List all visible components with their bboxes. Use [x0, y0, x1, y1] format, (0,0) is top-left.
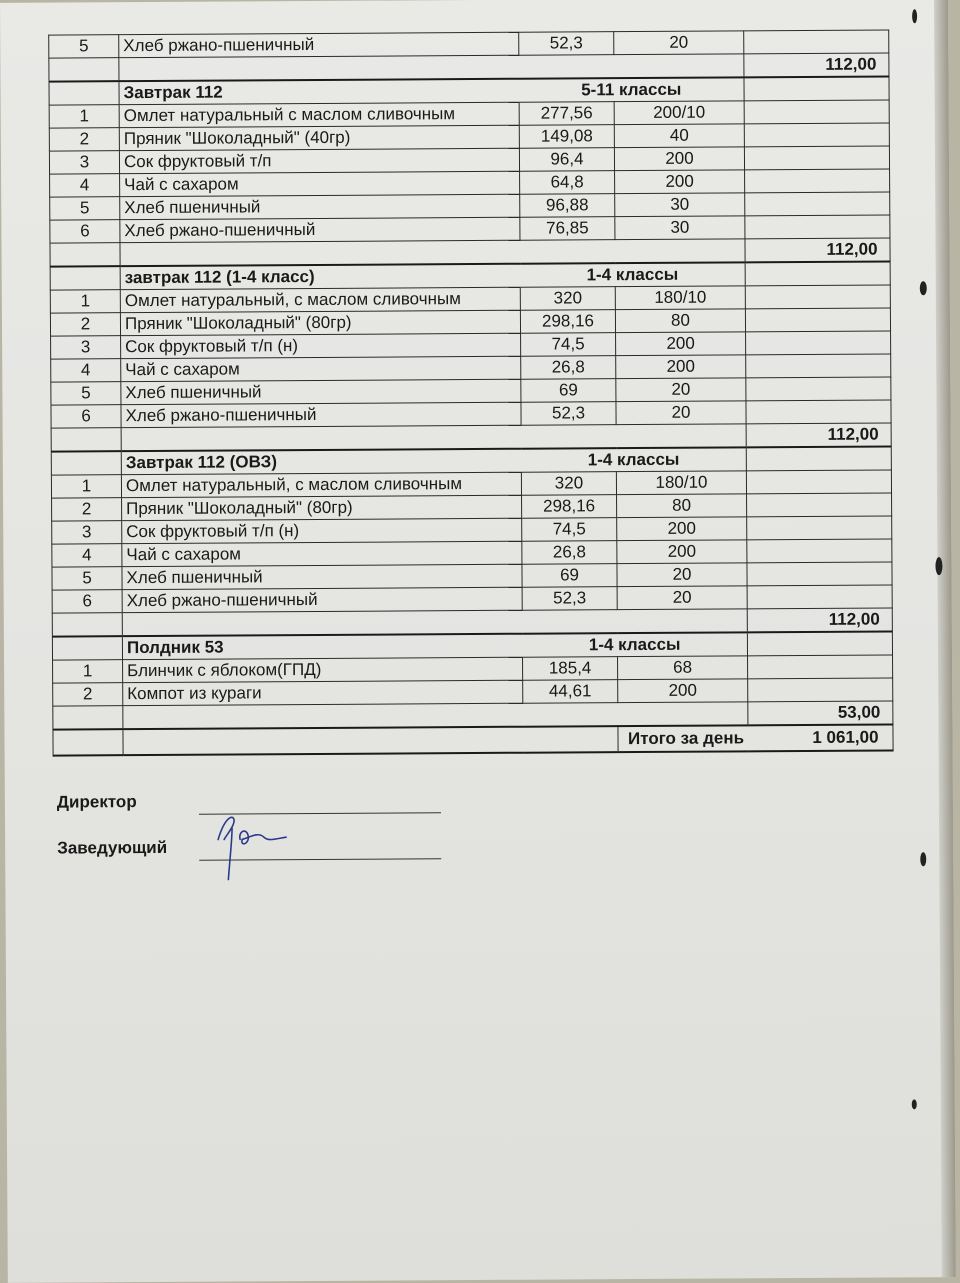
item-price: 74,5	[521, 333, 616, 357]
subtotal-value: 112,00	[745, 238, 890, 262]
empty-cell	[49, 58, 119, 82]
item-price: 64,8	[520, 171, 615, 195]
item-weight: 200	[614, 147, 744, 171]
menu-table	[48, 29, 893, 756]
item-number: 5	[51, 382, 121, 405]
item-number: 1	[53, 660, 123, 683]
empty-cell	[745, 308, 890, 332]
empty-cell	[744, 30, 889, 54]
item-name: Сок фруктовый т/п (н)	[122, 518, 522, 543]
paper-spot	[920, 852, 926, 866]
empty-cell	[746, 446, 891, 470]
item-weight: 68	[618, 656, 748, 680]
empty-cell	[747, 585, 892, 609]
item-price: 298,16	[522, 495, 617, 519]
item-name: Сок фруктовый т/п	[119, 148, 519, 173]
empty-cell	[745, 215, 890, 239]
empty-cell	[52, 613, 122, 637]
section-title: Полдник 53	[122, 634, 522, 660]
empty-cell	[52, 636, 122, 660]
item-number: 2	[53, 683, 123, 706]
subtotal-value: 112,00	[744, 53, 889, 77]
empty-cell	[745, 261, 890, 285]
item-weight: 80	[615, 309, 745, 333]
item-name: Хлеб пшеничный	[120, 194, 520, 219]
empty-cell	[747, 493, 892, 517]
item-number: 6	[52, 590, 122, 613]
empty-cell	[748, 655, 893, 679]
item-name: Компот из кураги	[123, 680, 523, 705]
paper-spot	[912, 1099, 917, 1109]
item-weight: 200	[617, 517, 747, 541]
item-price: 76,85	[520, 217, 615, 241]
item-name: Чай с сахаром	[122, 541, 522, 566]
item-price: 52,3	[519, 32, 614, 56]
empty-cell	[123, 726, 618, 755]
item-weight: 200	[617, 540, 747, 564]
item-weight: 200	[618, 679, 748, 703]
item-name: Хлеб ржано-пшеничный	[119, 32, 519, 57]
item-price: 320	[521, 472, 616, 496]
empty-cell	[746, 470, 891, 494]
item-number: 3	[52, 521, 122, 544]
item-name: Сок фруктовый т/п (н)	[121, 333, 521, 358]
section-grades: 1-4 классы	[520, 262, 745, 287]
item-price: 320	[520, 287, 615, 311]
item-price: 69	[522, 564, 617, 588]
item-weight: 20	[617, 586, 747, 610]
empty-cell	[51, 428, 121, 452]
section-title: Завтрак 112	[119, 79, 519, 105]
item-name: Хлеб пшеничный	[121, 379, 521, 404]
item-weight: 80	[617, 494, 747, 518]
empty-cell	[744, 123, 889, 147]
paper-spot	[935, 557, 942, 575]
section-grades: 1-4 классы	[521, 447, 746, 472]
item-name: Омлет натуральный, с маслом сливочным	[121, 472, 521, 497]
item-price: 277,56	[519, 102, 614, 126]
item-price: 44,61	[523, 680, 618, 704]
empty-cell	[744, 100, 889, 124]
item-number: 6	[51, 405, 121, 428]
item-weight: 20	[616, 378, 746, 402]
item-price: 52,3	[521, 402, 616, 426]
item-price: 96,4	[519, 148, 614, 172]
item-number: 2	[52, 498, 122, 521]
empty-cell	[51, 451, 121, 475]
item-weight: 20	[617, 563, 747, 587]
item-number: 2	[50, 313, 120, 336]
item-name: Хлеб ржано-пшеничный	[122, 587, 522, 612]
empty-cell	[745, 169, 890, 193]
empty-cell	[746, 400, 891, 424]
item-number: 6	[50, 220, 120, 243]
item-name: Пряник "Шоколадный" (80гр)	[120, 310, 520, 335]
item-name: Пряник "Шоколадный" (80гр)	[122, 495, 522, 520]
item-price: 96,88	[520, 194, 615, 218]
section-title: Завтрак 112 (ОВЗ)	[121, 449, 521, 475]
empty-cell	[746, 331, 891, 355]
item-weight: 200	[616, 332, 746, 356]
empty-cell	[744, 76, 889, 100]
item-weight: 180/10	[615, 286, 745, 310]
item-price: 74,5	[522, 518, 617, 542]
item-number: 5	[52, 567, 122, 590]
empty-cell	[747, 562, 892, 586]
empty-cell	[747, 516, 892, 540]
item-weight: 200	[616, 355, 746, 379]
item-number: 1	[51, 475, 121, 498]
handwritten-signature	[210, 809, 300, 885]
item-name: Блинчик с яблоком(ГПД)	[123, 657, 523, 682]
empty-cell	[50, 243, 120, 267]
item-weight: 200/10	[614, 101, 744, 125]
section-grades: 1-4 классы	[522, 632, 747, 657]
item-price: 69	[521, 379, 616, 403]
director-label: Директор	[56, 792, 137, 812]
empty-cell	[747, 631, 892, 655]
item-price: 26,8	[522, 541, 617, 565]
item-price: 26,8	[521, 356, 616, 380]
empty-cell	[745, 192, 890, 216]
item-weight: 30	[615, 216, 745, 240]
empty-cell	[746, 354, 891, 378]
item-number: 4	[51, 359, 121, 382]
empty-cell	[747, 539, 892, 563]
day-total-value: 1 061,00	[748, 724, 893, 751]
section-title: завтрак 112 (1-4 класс)	[120, 264, 520, 290]
item-number: 4	[50, 174, 120, 197]
item-name: Пряник "Шоколадный" (40гр)	[119, 125, 519, 150]
empty-cell	[53, 729, 123, 755]
item-number: 5	[49, 35, 119, 58]
item-weight: 30	[615, 193, 745, 217]
item-number: 1	[50, 290, 120, 313]
item-weight: 200	[615, 170, 745, 194]
section-grades: 5-11 классы	[519, 77, 744, 102]
manager-label: Заведующий	[57, 837, 168, 858]
item-price: 185,4	[523, 657, 618, 681]
empty-cell	[746, 377, 891, 401]
subtotal-value: 53,00	[748, 701, 893, 725]
paper-spot	[920, 281, 927, 295]
item-number: 1	[49, 105, 119, 128]
day-total-label: Итого за день	[618, 725, 748, 752]
item-weight: 40	[614, 124, 744, 148]
item-number: 3	[49, 151, 119, 174]
item-price: 298,16	[520, 310, 615, 334]
item-name: Хлеб ржано-пшеничный	[120, 217, 520, 242]
item-name: Хлеб ржано-пшеничный	[121, 402, 521, 427]
paper-spot	[912, 9, 917, 23]
item-price: 149,08	[519, 125, 614, 149]
empty-cell	[53, 706, 123, 730]
item-number: 3	[51, 336, 121, 359]
subtotal-value: 112,00	[746, 423, 891, 447]
paper-edge	[934, 0, 956, 1277]
empty-cell	[748, 678, 893, 702]
item-weight: 180/10	[616, 471, 746, 495]
item-name: Чай с сахаром	[120, 171, 520, 196]
item-name: Чай с сахаром	[121, 356, 521, 381]
item-weight: 20	[614, 31, 744, 55]
item-weight: 20	[616, 401, 746, 425]
item-name: Хлеб пшеничный	[122, 564, 522, 589]
item-name: Омлет натуральный, с маслом сливочным	[120, 287, 520, 312]
item-name: Омлет натуральный с маслом сливочным	[119, 102, 519, 127]
empty-cell	[49, 81, 119, 105]
item-price: 52,3	[522, 587, 617, 611]
item-number: 4	[52, 544, 122, 567]
empty-cell	[745, 285, 890, 309]
item-number: 2	[49, 128, 119, 151]
empty-cell	[50, 266, 120, 290]
item-number: 5	[50, 197, 120, 220]
empty-cell	[744, 146, 889, 170]
subtotal-value: 112,00	[747, 608, 892, 632]
day-total-row	[53, 724, 893, 755]
